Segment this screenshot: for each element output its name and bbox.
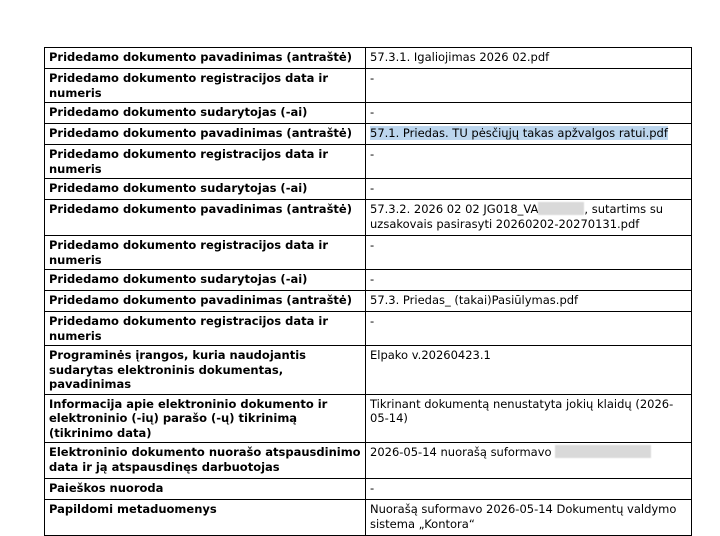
row-value: - [366, 103, 692, 124]
row-label: Pridedamo dokumento pavadinimas (antraštė) [45, 124, 366, 145]
row-label: Informacija apie elektroninio dokumento ir elektroninio (-ių) parašo (-ų) tikrinimą (tikrinimo data) [45, 394, 366, 443]
table-row [45, 69, 692, 103]
row-label: Elektroninio dokumento nuorašo atspausdinimo data ir ją atspausdinęs darbuotojas [45, 443, 366, 479]
row-label: Pridedamo dokumento registracijos data ir numeris [45, 145, 366, 179]
row-value: - [366, 236, 692, 270]
row-value: - [366, 270, 692, 291]
row-value: - [366, 145, 692, 179]
table-row [45, 48, 692, 69]
table-row [45, 312, 692, 346]
filename-prefix: 57.3.2. 2026 02 02 JG018_VA [370, 202, 539, 216]
table-row [45, 179, 692, 200]
row-label: Papildomi metaduomenys [45, 500, 366, 536]
table-row [45, 443, 692, 479]
row-value: - [366, 69, 692, 103]
row-value: - [366, 179, 692, 200]
filename-suffix: , sutartims su uzsakovais pasirasyti 20260202-20270131.pdf [370, 202, 664, 231]
table-row [45, 394, 692, 443]
table-row [45, 124, 692, 145]
row-value: - [366, 312, 692, 346]
row-value: 57.3. Priedas_ (takai)Pasiūlymas.pdf [366, 291, 692, 312]
row-label: Pridedamo dokumento pavadinimas (antraštė) [45, 48, 366, 69]
row-value: 57.3.1. Igaliojimas 2026 02.pdf [366, 48, 692, 69]
table-row [45, 145, 692, 179]
redaction-block [538, 202, 584, 215]
highlighted-filename[interactable]: 57.1. Priedas. TU pėsčiųjų takas apžvalgos ratui.pdf [370, 126, 668, 140]
row-value [366, 124, 692, 145]
table-row [45, 291, 692, 312]
table-row [45, 236, 692, 270]
row-value [366, 443, 692, 479]
row-label: Pridedamo dokumento sudarytojas (-ai) [45, 179, 366, 200]
metadata-table [44, 47, 692, 536]
row-label: Pridedamo dokumento pavadinimas (antraštė) [45, 200, 366, 236]
row-value [366, 200, 692, 236]
row-value: - [366, 479, 692, 500]
row-label: Pridedamo dokumento registracijos data ir numeris [45, 312, 366, 346]
row-label: Pridedamo dokumento sudarytojas (-ai) [45, 103, 366, 124]
row-label: Paieškos nuoroda [45, 479, 366, 500]
row-label: Programinės įrangos, kuria naudojantis sudarytas elektroninis dokumentas, pavadinimas [45, 346, 366, 395]
redaction-block [555, 445, 651, 458]
row-label: Pridedamo dokumento sudarytojas (-ai) [45, 270, 366, 291]
table-row [45, 346, 692, 395]
row-label: Pridedamo dokumento pavadinimas (antraštė) [45, 291, 366, 312]
row-label: Pridedamo dokumento registracijos data ir numeris [45, 69, 366, 103]
table-row [45, 200, 692, 236]
print-info-text: 2026-05-14 nuorašą suformavo [370, 445, 556, 459]
row-value: Tikrinant dokumentą nenustatyta jokių klaidų (2026-05-14) [366, 394, 692, 443]
table-row [45, 500, 692, 536]
table-row [45, 103, 692, 124]
row-value: Nuorašą suformavo 2026-05-14 Dokumentų valdymo sistema „Kontora“ [366, 500, 692, 536]
table-row [45, 270, 692, 291]
row-value: Elpako v.20260423.1 [366, 346, 692, 395]
table-row [45, 479, 692, 500]
row-label: Pridedamo dokumento registracijos data ir numeris [45, 236, 366, 270]
